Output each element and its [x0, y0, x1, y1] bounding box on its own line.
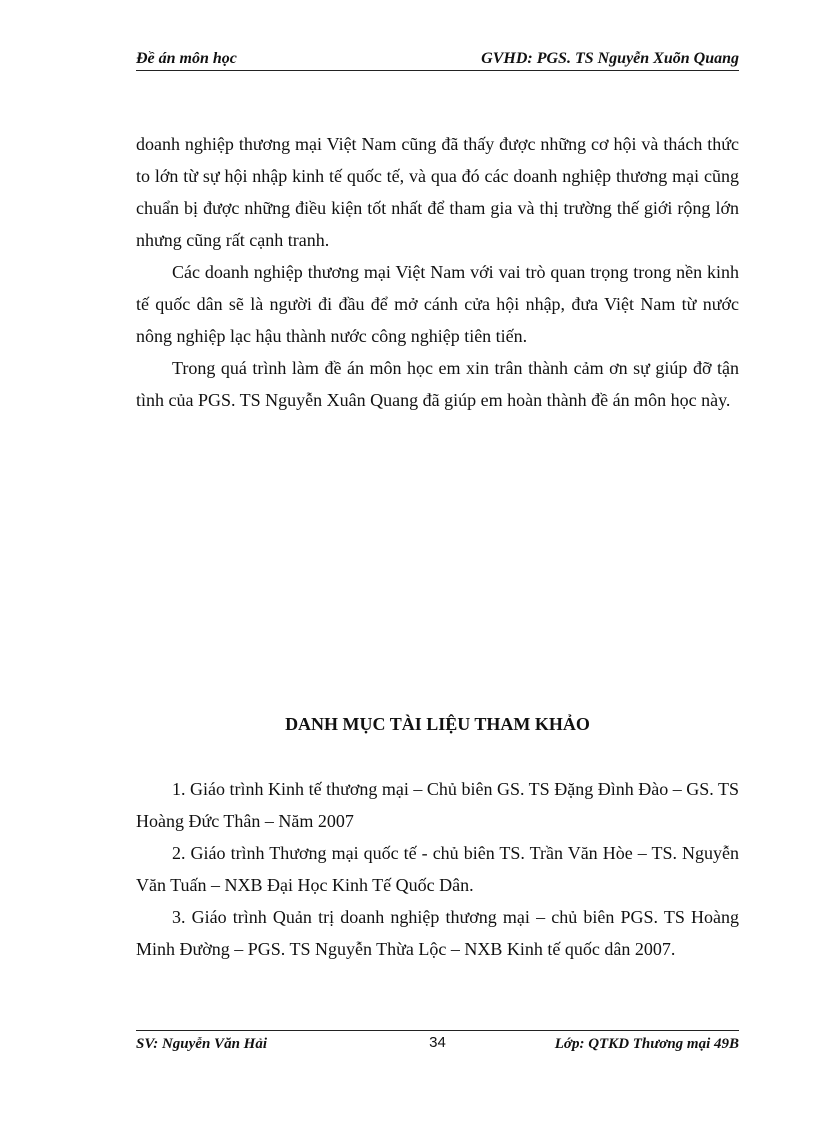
header-supervisor: GVHD: PGS. TS Nguyễn Xuõn Quang [481, 50, 739, 67]
footer-divider [136, 1030, 739, 1031]
header-course-title: Đề án môn học [136, 50, 237, 67]
page-number: 34 [429, 1034, 446, 1051]
body-paragraph: doanh nghiệp thương mại Việt Nam cũng đã thấy được những cơ hội và thách thức to lớn từ sự hội nhập kinh tế quốc tế, và qua đó các doanh nghiệp thương mại cũng chuẩn bị được những điều kiện tốt nhất để tham gia và thị trường thế giới rộng lớn nhưng cũng rất cạnh tranh. [136, 134, 739, 250]
reference-item: 3. Giáo trình Quản trị doanh nghiệp thương mại – chủ biên PGS. TS Hoàng Minh Đường – PGS. TS Nguyễn Thừa Lộc – NXB Kinh tế quốc dân 2007. [136, 907, 739, 959]
header-divider [136, 70, 739, 71]
footer-class: Lớp: QTKD Thương mại 49B [554, 1036, 739, 1052]
body-paragraph: Các doanh nghiệp thương mại Việt Nam với vai trò quan trọng trong nền kinh tế quốc dân sẽ là người đi đầu để mở cánh cửa hội nhập, đưa Việt Nam từ nước nông nghiệp lạc hậu thành nước công nghiệp tiên tiến. [136, 262, 739, 346]
page-header [136, 44, 739, 68]
footer-student: SV: Nguyễn Văn Hải [136, 1036, 267, 1052]
body-text [136, 128, 739, 416]
reference-item: 2. Giáo trình Thương mại quốc tế - chủ biên TS. Trần Văn Hòe – TS. Nguyễn Văn Tuấn – NXB Đại Học Kinh Tế Quốc Dân. [136, 843, 739, 895]
body-paragraph: Trong quá trình làm đề án môn học em xin trân thành cảm ơn sự giúp đỡ tận tình của PGS. TS Nguyễn Xuân Quang đã giúp em hoàn thành đề án môn học này. [136, 358, 739, 410]
reference-item: 1. Giáo trình Kinh tế thương mại – Chủ biên GS. TS Đặng Đình Đào – GS. TS Hoàng Đức Thân – Năm 2007 [136, 779, 739, 831]
references-title: DANH MỤC TÀI LIỆU THAM KHẢO [285, 714, 590, 734]
page-footer [136, 1034, 739, 1058]
references-list [136, 773, 739, 965]
